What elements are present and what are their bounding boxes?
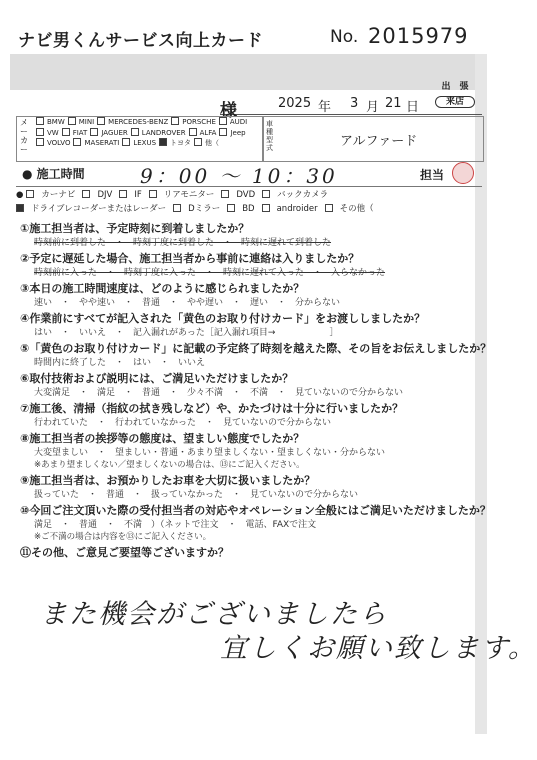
- date-row: [220, 92, 482, 121]
- checkbox-icon: [82, 190, 90, 198]
- handwritten-comment-line2: 宜しくお願い致します。: [220, 633, 537, 664]
- maker-item: [36, 138, 70, 149]
- maker-item: [62, 128, 88, 139]
- option-item: [149, 188, 215, 202]
- option-item: [221, 188, 255, 202]
- checkbox-icon: [97, 117, 105, 125]
- maker-item-label: トヨタ: [170, 139, 192, 147]
- answer-options-10: 満足 ・ 普通 ・ 不満 ）（ネットで注文 ・ 電話、FAXで注文: [34, 520, 317, 530]
- visit-type-store: 来店: [435, 96, 475, 108]
- checkbox-icon: [36, 138, 44, 146]
- answer-note-10: ※ご不満の場合は内容を⑬にご記入ください。: [34, 532, 212, 542]
- checkbox-icon: [149, 190, 157, 198]
- maker-item-label: LEXUS: [133, 139, 157, 147]
- question-3: ③本日の施工時間速度は、どのように感じられましたか？: [20, 282, 305, 295]
- maker-item-label: VOLVO: [47, 139, 71, 147]
- checkbox-icon: [131, 128, 139, 136]
- visit-type-onsite: 出 張: [441, 82, 469, 92]
- answer-options-2: 時刻前に入った ・ 時刻丁度に入った ・ 時刻に遅れて入った ・ 入らなかった: [34, 268, 386, 278]
- answer-options-4: はい ・ いいえ ・ 記入漏れがあった［記入漏れ項目→ ］: [34, 328, 339, 338]
- time-label-text: 施工時間: [36, 167, 85, 181]
- model-value: アルファード: [340, 134, 418, 149]
- answer-options-8: 大変望ましい ・ 望ましい・普通・あまり望ましくない・望ましくない・分からない: [34, 448, 386, 458]
- card-title: ナビ男くんサービス向上カード: [18, 31, 263, 51]
- question-9: ⑨施工担当者は、お預かりしたお車を大切に扱いましたか？: [20, 474, 316, 487]
- bullet-icon: ●: [16, 190, 24, 200]
- option-item: [119, 188, 141, 202]
- answer-options-5: 時間内に終了した ・ はい ・ いいえ: [34, 358, 206, 368]
- maker-item: [171, 117, 216, 128]
- answer-options-6: 大変満足 ・ 満足 ・ 普通 ・ 少々不満 ・ 不満 ・ 見ていないので分からない: [34, 388, 404, 398]
- checkbox-icon: [159, 138, 167, 146]
- checkbox-icon: [171, 117, 179, 125]
- checkbox-icon: [325, 204, 333, 212]
- maker-item: [131, 128, 186, 139]
- question-7: ⑦施工後、清掃（指紋の拭き残しなど）や、かたづけは十分に行いましたか？: [20, 402, 404, 415]
- maker-item-label: ALFA: [199, 128, 217, 137]
- card-number-label: No.: [330, 27, 359, 47]
- option-item-label: カーナビ: [41, 190, 76, 200]
- option-item-label: androider: [276, 204, 318, 214]
- date-month: 3: [350, 96, 359, 111]
- checkbox-icon: [62, 128, 70, 136]
- checkbox-icon: [262, 190, 270, 198]
- maker-list: [36, 117, 262, 149]
- answer-options-7: 行われていた ・ 行われていなかった ・ 見ていないので分からない: [34, 418, 332, 428]
- time-value: 9：00 〜 10：30: [140, 164, 338, 188]
- maker-item-label: VW: [47, 128, 59, 137]
- maker-item-label: BMW: [47, 118, 65, 126]
- option-item: [325, 202, 374, 216]
- checkbox-icon: [36, 128, 44, 136]
- maker-label: メーカー: [20, 118, 28, 154]
- maker-item: [194, 138, 219, 149]
- checkbox-icon: [227, 204, 235, 212]
- option-item: [26, 188, 75, 202]
- question-6: ⑥取付技術および説明には、ご満足いただけましたか？: [20, 372, 294, 385]
- maker-item-label: MINI: [78, 118, 95, 126]
- maker-item: [73, 138, 119, 149]
- checkbox-icon: [221, 190, 229, 198]
- option-item: [227, 202, 254, 216]
- question-1: ①施工担当者は、予定時刻に到着しましたか？: [20, 222, 250, 235]
- question-8: ⑧施工担当者の挨拶等の態度は、望ましい態度でしたか？: [20, 432, 305, 445]
- option-item: [262, 188, 328, 202]
- checkbox-icon: [189, 128, 197, 136]
- checkbox-icon: [173, 204, 181, 212]
- card-number: 2015979: [368, 24, 469, 48]
- model-label: 車種型式: [266, 120, 273, 152]
- checkbox-icon: [194, 138, 202, 146]
- redacted-area: [10, 54, 476, 90]
- time-label: ● 施工時間: [22, 167, 85, 181]
- checkbox-icon: [73, 138, 81, 146]
- date-month-unit: 月: [366, 100, 380, 115]
- answer-options-9: 扱っていた ・ 普通 ・ 扱っていなかった ・ 見ていないので分からない: [34, 490, 359, 500]
- maker-item: [36, 117, 65, 128]
- option-item-label: DVD: [236, 190, 256, 200]
- tanto-label: 担当: [420, 168, 445, 182]
- maker-item: [219, 128, 245, 139]
- staff-stamp: [452, 162, 474, 184]
- question-4: ④作業前にすべてが記入された「黄色のお取り付けカード」をお渡ししましたか？: [20, 312, 426, 325]
- option-item-label: その他（: [339, 204, 374, 214]
- maker-item: [68, 117, 94, 128]
- date-year: 2025: [278, 96, 312, 111]
- option-item-label: リアモニター: [163, 190, 215, 200]
- question-5: ⑤「黄色のお取り付けカード」に記載の予定終了時刻を越えた際、その旨をお伝えしましたか？: [20, 342, 492, 355]
- option-item-label: バックカメラ: [277, 190, 329, 200]
- maker-item-label: AUDI: [229, 118, 248, 126]
- option-item-label: DJV: [97, 190, 113, 200]
- date-day: 21: [385, 96, 402, 111]
- checkbox-icon: [219, 117, 227, 125]
- checkbox-icon: [219, 128, 227, 136]
- maker-item: [36, 128, 59, 139]
- maker-item-label: MERCEDES-BENZ: [108, 118, 169, 126]
- question-2: ②予定に遅延した場合、施工担当者から事前に連絡は入りましたか？: [20, 252, 360, 265]
- checkbox-icon: [26, 190, 34, 198]
- checkbox-icon: [122, 138, 130, 146]
- answer-options-3: 速い ・ やや速い ・ 普通 ・ やや遅い ・ 遅い ・ 分からない: [34, 298, 341, 308]
- option-list: [16, 188, 482, 216]
- maker-item: [122, 138, 156, 149]
- maker-item-label: FIAT: [72, 128, 88, 137]
- maker-item-label: 他（: [205, 139, 220, 147]
- checkbox-icon: [90, 128, 98, 136]
- date-year-unit: 年: [318, 100, 332, 115]
- option-item: [16, 202, 166, 216]
- question-10: ⑩今回ご注文頂いた際の受付担当者の対応やオペレーション全般にはご満足いただけましたか？: [20, 504, 491, 517]
- option-item: [82, 188, 112, 202]
- option-item-label: ドライブレコーダーまたはレーダー: [31, 204, 167, 214]
- maker-item: [189, 128, 217, 139]
- customer-sama: 様: [220, 101, 237, 121]
- maker-item: [97, 117, 168, 128]
- checkbox-icon: [262, 204, 270, 212]
- answer-options-1: 時刻前に到着した ・ 時刻丁度に到着した ・ 時刻に遅れて到着した: [34, 238, 332, 248]
- checkbox-icon: [68, 117, 76, 125]
- maker-item-label: Jeep: [230, 128, 246, 137]
- maker-item: [219, 117, 247, 128]
- checkbox-icon: [119, 190, 127, 198]
- maker-item: [159, 138, 191, 149]
- date-day-unit: 日: [406, 100, 420, 115]
- checkbox-icon: [16, 204, 24, 212]
- option-item: [262, 202, 318, 216]
- answer-note-8: ※あまり望ましくない／望ましくないの場合は、⑬にご記入ください。: [34, 460, 305, 470]
- maker-item: [90, 128, 127, 139]
- handwritten-comment-line1: また機会がございましたら: [40, 599, 388, 630]
- maker-item-label: PORSCHE: [182, 118, 216, 126]
- option-item: [173, 202, 220, 216]
- option-item-label: IF: [134, 190, 142, 200]
- maker-item-label: MASERATI: [84, 139, 120, 147]
- maker-item-label: LANDROVER: [141, 128, 186, 137]
- question-11: ⑪その他、ご意見ご要望等ございますか？: [20, 546, 229, 559]
- option-item-label: Dミラー: [188, 204, 221, 214]
- option-item-label: BD: [242, 204, 255, 214]
- checkbox-icon: [36, 117, 44, 125]
- maker-item-label: JAGUER: [101, 128, 128, 137]
